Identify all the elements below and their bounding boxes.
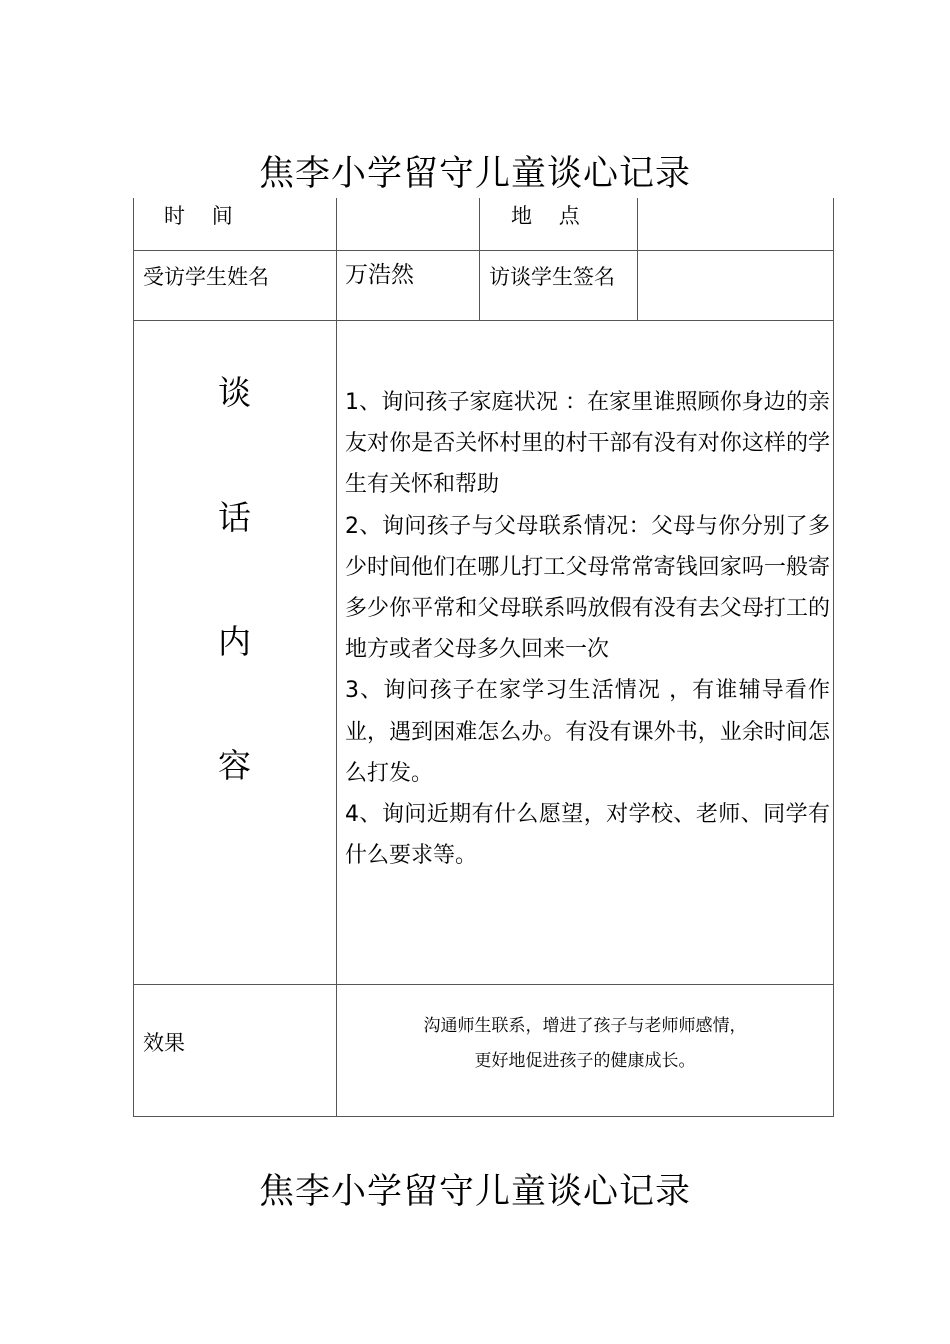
conversation-record-table	[133, 198, 834, 1117]
table-border-right	[833, 198, 834, 1117]
content-label-char: 内	[218, 622, 251, 661]
signature-label: 访谈学生签名	[489, 265, 615, 289]
content-label-char: 谈	[218, 373, 251, 412]
content-paragraph: 2、询问孩子与父母联系情况：父母与你分别了多少时间他们在哪儿打工父母常常寄钱回家吗一般寄多少你平常和父母联系吗放假有没有去父母打工的地方或者父母多久回来一次	[345, 513, 830, 663]
content-label-char: 容	[218, 746, 251, 785]
row-divider	[133, 984, 834, 985]
document-title: 焦李小学留守儿童谈心记录	[258, 154, 691, 194]
conversation-content	[345, 382, 830, 876]
next-page-title: 焦李小学留守儿童谈心记录	[258, 1172, 691, 1212]
row-divider	[133, 250, 834, 251]
place-label: 地 点	[511, 204, 580, 228]
effect-line: 更好地促进孩子的健康成长。	[474, 1051, 696, 1071]
column-divider	[637, 198, 638, 320]
student-name-label: 受访学生姓名	[143, 265, 269, 289]
column-divider	[479, 198, 480, 320]
content-paragraph: 3、询问孩子在家学习生活情况 ，有谁辅导看作业，遇到困难怎么办。有没有课外书，业余时间怎么打发。	[345, 678, 830, 786]
effect-label: 效果	[143, 1031, 185, 1055]
time-label: 时 间	[164, 204, 233, 228]
column-divider	[336, 198, 337, 1117]
content-paragraph: 4、询问近期有什么愿望，对学校、老师、同学有什么要求等。	[345, 802, 830, 869]
student-name-value: 万浩然	[345, 262, 414, 288]
row-divider	[133, 320, 834, 321]
content-label-char: 话	[218, 498, 251, 537]
table-border-bottom	[133, 1116, 834, 1117]
effect-line: 沟通师生联系，增进了孩子与老师师感情，	[423, 1016, 747, 1036]
content-paragraph: 1、询问孩子家庭状况 ：在家里谁照顾你身边的亲友对你是否关怀村里的村干部有没有对你这样的学生有关怀和帮助	[345, 390, 830, 498]
